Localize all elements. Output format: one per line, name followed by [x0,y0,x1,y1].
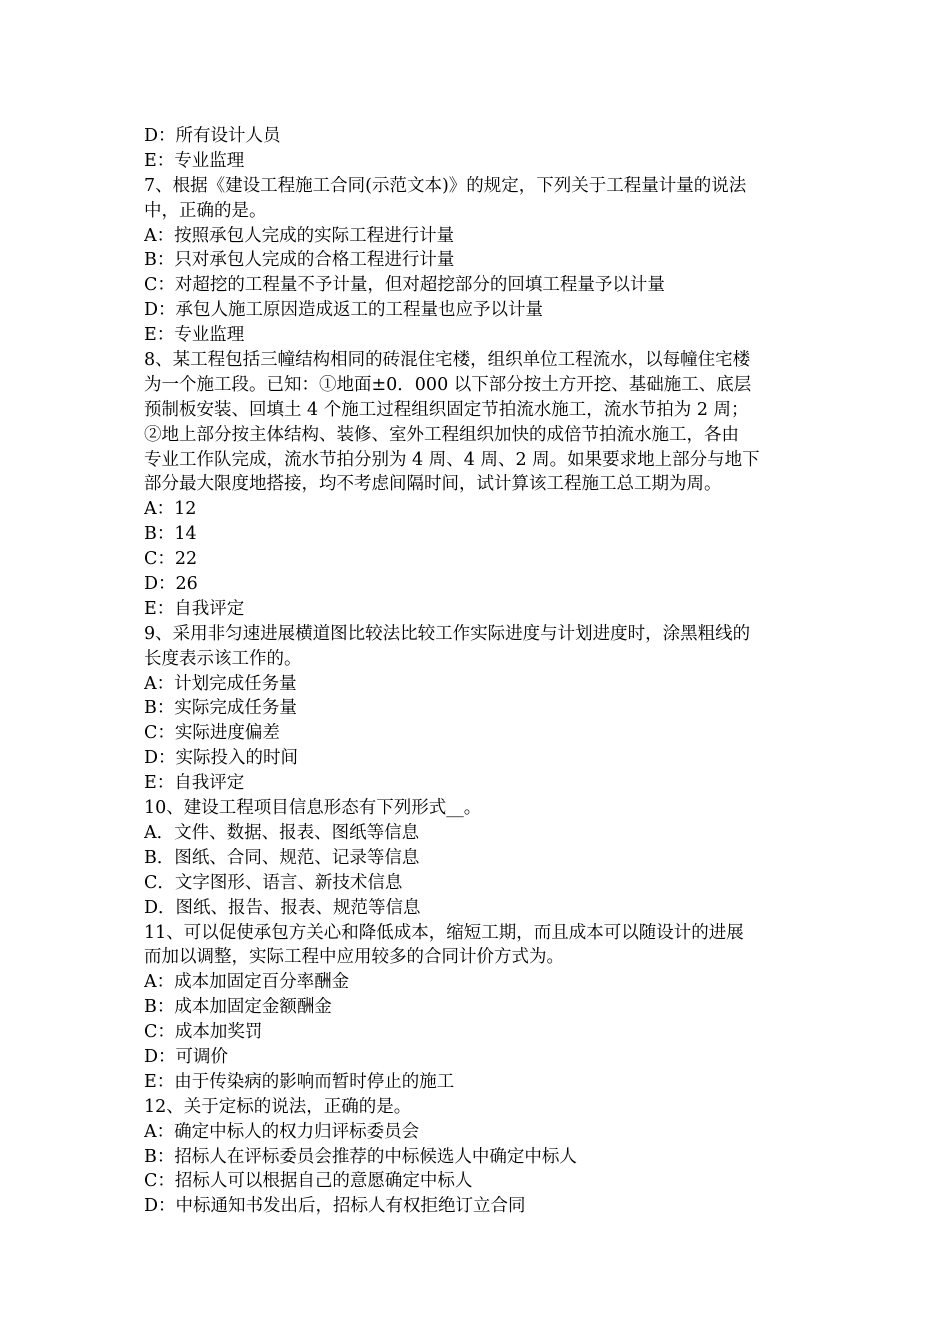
document-page [144,124,810,1219]
question-12-text: 12、关于定标的说法，正确的是。 [144,1096,412,1117]
question-9-option-a: A：计划完成任务量 [144,673,297,694]
question-7-text: 7、根据《建设工程施工合同(示范文本)》的规定，下列关于工程量计量的说法 [144,175,747,196]
question-7-option-d: D：承包人施工原因造成返工的工程量也应予以计量 [144,300,544,321]
question-10 [144,796,810,920]
question-9-text: 9、采用非匀速进展横道图比较法比较工作实际进度与计划进度时，涂黑粗线的 [144,623,751,644]
question-10-option-a: A．文件、数据、报表、图纸等信息 [144,822,420,843]
question-8-text-cont: 预制板安装、回填土 4 个施工过程组织固定节拍流水施工，流水节拍为 2 周； [144,399,749,420]
question-8-option-c: C：22 [144,549,198,570]
question-8-option-b: B：14 [144,524,197,545]
question-8-text-cont: 为一个施工段。已知：①地面±0．000 以下部分按土方开挖、基础施工、底层 [144,374,752,395]
question-8-option-a: A：12 [144,499,197,520]
question-9-option-c: C：实际进度偏差 [144,723,280,744]
question-7-text-cont: 中，正确的是。 [144,200,267,221]
question-12-option-a: A：确定中标人的权力归评标委员会 [144,1121,420,1142]
question-7-option-b: B：只对承包人完成的合格工程进行计量 [144,250,455,271]
question-12 [144,1095,810,1219]
question-10-option-c: C．文字图形、语言、新技术信息 [144,872,403,893]
question-12-option-d: D：中标通知书发出后，招标人有权拒绝订立合同 [144,1196,526,1217]
question-7-option-e: E：专业监理 [144,325,245,346]
question-11-option-d: D：可调价 [144,1046,229,1067]
question-12-option-c: C：招标人可以根据自己的意愿确定中标人 [144,1171,473,1192]
question-10-text: 10、建设工程项目信息形态有下列形式__。 [144,798,482,819]
question-11-text-cont: 而加以调整，实际工程中应用较多的合同计价方式为。 [144,947,564,968]
question-8-option-d: D：26 [144,574,198,595]
option-d-line: D：所有设计人员 [144,126,281,146]
question-7-option-a: A：按照承包人完成的实际工程进行计量 [144,225,455,246]
question-11-option-b: B：成本加固定金额酬金 [144,997,332,1018]
question-8 [144,348,810,622]
question-8-option-e: E：自我评定 [144,598,245,619]
question-9-option-e: E：自我评定 [144,773,245,794]
question-8-text-cont: 专业工作队完成，流水节拍分别为 4 周、4 周、2 周。如果要求地上部分与地下 [144,449,760,470]
question-10-option-b: B．图纸、合同、规范、记录等信息 [144,847,420,868]
question-7-option-c: C：对超挖的工程量不予计量，但对超挖部分的回填工程量予以计量 [144,275,665,296]
question-11 [144,921,810,1095]
question-8-text-cont: 部分最大限度地搭接，均不考虑间隔时间，试计算该工程施工总工期为周。 [144,474,722,495]
question-9-text-cont: 长度表示该工作的。 [144,648,302,669]
question-11-option-c: C：成本加奖罚 [144,1022,263,1043]
question-11-text: 11、可以促使承包方关心和降低成本，缩短工期，而且成本可以随设计的进展 [144,922,744,943]
question-12-option-b: B：招标人在评标委员会推荐的中标候选人中确定中标人 [144,1146,577,1167]
option-e-line: E：专业监理 [144,150,245,171]
question-9 [144,622,810,796]
question-8-text-cont: ②地上部分按主体结构、装修、室外工程组织加快的成倍节拍流水施工，各由 [144,424,739,445]
question-8-text: 8、某工程包括三幢结构相同的砖混住宅楼，组织单位工程流水，以每幢住宅楼 [144,350,751,371]
question-7 [144,174,810,348]
question-9-option-d: D：实际投入的时间 [144,748,299,769]
question-11-option-a: A：成本加固定百分率酬金 [144,972,350,993]
question-10-option-d: D．图纸、报告、报表、规范等信息 [144,897,421,918]
question-9-option-b: B：实际完成任务量 [144,698,297,719]
question-11-option-e: E：由于传染病的影响而暂时停止的施工 [144,1071,455,1092]
